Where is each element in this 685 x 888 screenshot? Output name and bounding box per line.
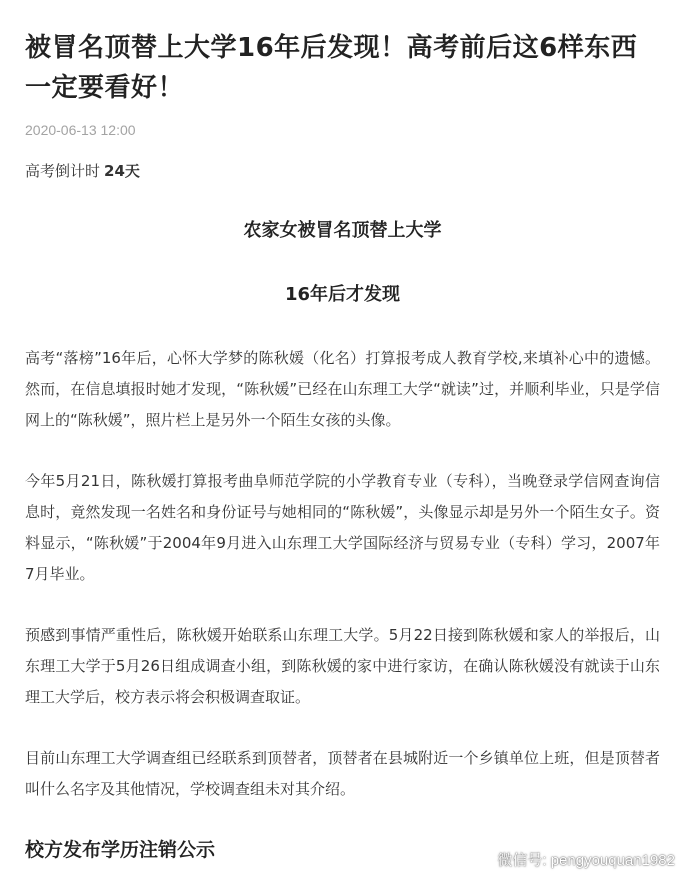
exam-countdown	[25, 160, 660, 181]
section-heading: 校方发布学历注销公示	[25, 839, 216, 861]
watermark-text: 微信号: pengyouquan1982	[497, 851, 675, 869]
subheading-2: 16年后才发现	[284, 284, 401, 305]
paragraph-1: 高考“落榜”16年后，心怀大学梦的陈秋媛（化名）打算报考成人教育学校,来填补心中的遗憾。然而，在信息填报时她才发现，“陈秋媛”已经在山东理工大学“就读”过，并顺利毕业，只是学信网上的“陈秋媛”，照片栏上是另外一个陌生女孩的头像。	[25, 349, 660, 429]
countdown-value: 24天	[104, 162, 140, 180]
countdown-label: 高考倒计时	[25, 162, 101, 180]
wechat-icon	[463, 848, 491, 870]
paragraph-2: 今年5月21日，陈秋媛打算报考曲阜师范学院的小学教育专业（专科），当晚登录学信网查询信息时，竟然发现一名姓名和身份证号与她相同的“陈秋媛”，头像显示却是另外一个陌生女子。资料显示，“陈秋媛”于2004年9月进入山东理工大学国际经济与贸易专业（专科）学习，2007年7月毕业。	[25, 472, 660, 583]
subheading-1: 农家女被冒名顶替上大学	[243, 220, 442, 241]
wechat-watermark	[463, 848, 675, 870]
article-title: 被冒名顶替上大学16年后发现！高考前后这6样东西一定要看好！	[25, 33, 638, 103]
publish-date: 2020-06-13 12:00	[25, 122, 136, 138]
paragraph-3: 预感到事情严重性后，陈秋媛开始联系山东理工大学。5月22日接到陈秋媛和家人的举报后，山东理工大学于5月26日组成调查小组，到陈秋媛的家中进行家访，在确认陈秋媛没有就读于山东理工大学后，校方表示将会积极调查取证。	[25, 626, 660, 706]
paragraph-4: 目前山东理工大学调查组已经联系到顶替者，顶替者在县城附近一个乡镇单位上班，但是顶替者叫什么名字及其他情况，学校调查组未对其介绍。	[25, 749, 660, 798]
